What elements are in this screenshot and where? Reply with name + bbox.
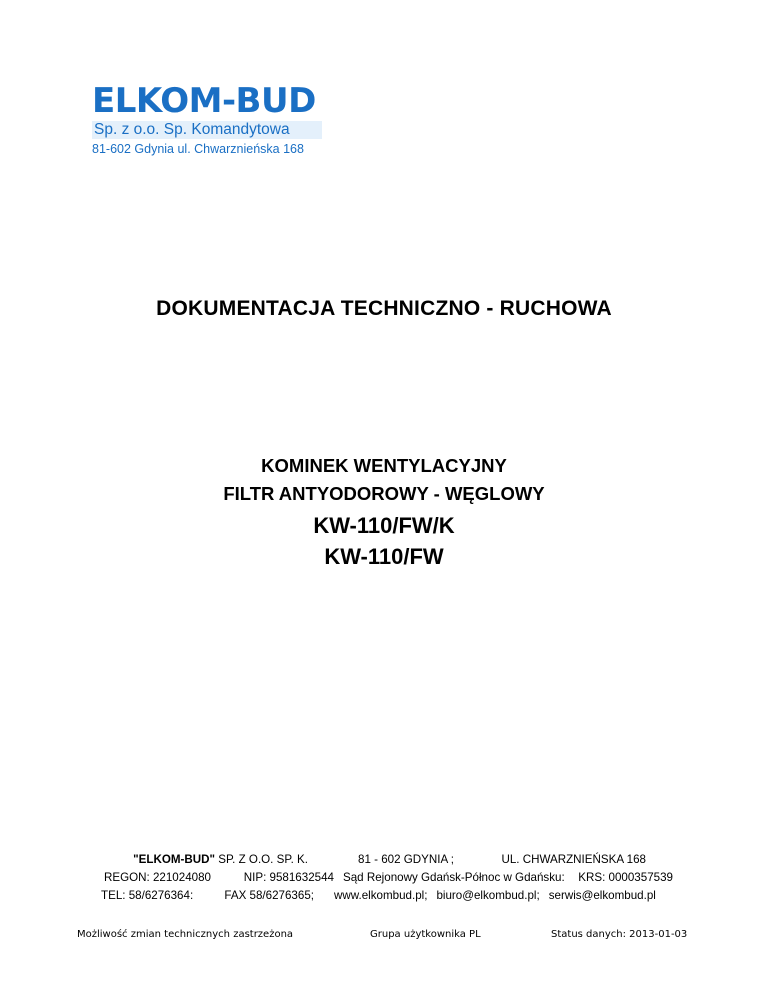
website-link[interactable]: www.elkombud.pl; xyxy=(334,889,428,902)
document-title: DOKUMENTACJA TECHNICZNO - RUCHOWA xyxy=(156,297,612,320)
model-2: KW-110/FW xyxy=(324,544,444,569)
fax: FAX 58/6276365; xyxy=(224,889,314,902)
city: 81 - 602 GDYNIA ; xyxy=(358,853,455,866)
krs: KRS: 0000357539 xyxy=(578,871,673,884)
footer-company-left xyxy=(98,851,336,905)
data-status: Status danych: 2013-01-03 xyxy=(551,929,688,940)
email-office-link[interactable]: biuro@elkombud.pl; xyxy=(436,889,540,902)
company-name: "ELKOM-BUD" xyxy=(133,853,215,866)
product-line-1: KOMINEK WENTYLACYJNY xyxy=(261,455,507,476)
regon: REGON: 221024080 xyxy=(104,871,211,884)
technical-changes-note: Możliwość zmian technicznych zastrzeżona xyxy=(77,929,294,940)
street: UL. CHWARZNIEŃSKA 168 xyxy=(501,853,646,866)
phone: TEL: 58/6276364: xyxy=(101,889,194,902)
logo-name: ELKOM-BUD xyxy=(92,81,316,121)
model-list xyxy=(0,510,768,572)
company-form: SP. Z O.O. SP. K. xyxy=(214,853,308,866)
footer-company-row xyxy=(98,851,336,869)
footer-address-row xyxy=(330,851,690,869)
logo-subtitle: Sp. z o.o. Sp. Komandytowa xyxy=(92,121,322,139)
email-service-link[interactable]: serwis@elkombud.pl xyxy=(548,889,656,902)
user-group: Grupa użytkownika PL xyxy=(370,929,481,940)
footer-ids-row xyxy=(98,869,336,887)
footer-web-row xyxy=(330,887,690,905)
product-lines xyxy=(0,452,768,508)
product-line-2: FILTR ANTYODOROWY - WĘGLOWY xyxy=(223,483,545,504)
court: Sąd Rejonowy Gdańsk-Północ w Gdańsku: xyxy=(343,871,565,884)
footer-phone-row xyxy=(98,887,336,905)
logo-address: 81-602 Gdynia ul. Chwarznieńska 168 xyxy=(92,142,304,156)
footer-company-right xyxy=(330,851,690,905)
model-1: KW-110/FW/K xyxy=(313,513,455,538)
nip: NIP: 9581632544 xyxy=(243,871,334,884)
company-logo xyxy=(92,82,322,157)
footer-court-row xyxy=(330,869,690,887)
